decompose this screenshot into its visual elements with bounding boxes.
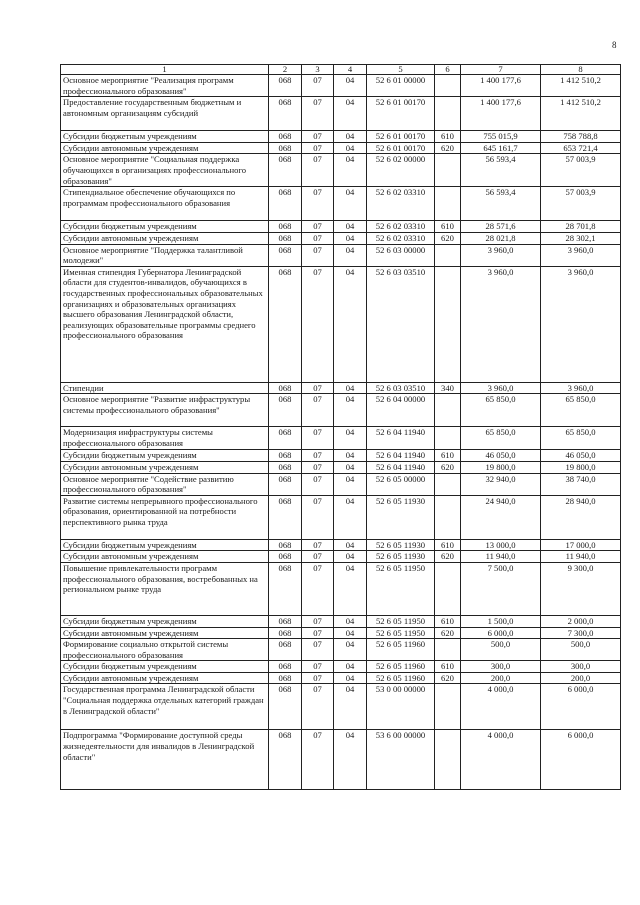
expense-type-code [435,495,461,539]
row-name: Субсидии автономным учреждениям [61,627,269,639]
ministry-code: 068 [269,450,302,462]
table-row [61,221,621,233]
amount-year-1: 11 940,0 [461,551,541,563]
subsection-code: 04 [334,684,367,730]
table-row [61,730,621,790]
section-code: 07 [302,473,334,495]
amount-year-2: 300,0 [541,661,621,673]
section-code: 07 [302,382,334,394]
row-name: Субсидии бюджетным учреждениям [61,539,269,551]
row-name: Основное мероприятие "Поддержка талантливой молодежи" [61,244,269,266]
amount-year-1: 56 593,4 [461,154,541,187]
section-code: 07 [302,142,334,154]
ministry-code: 068 [269,75,302,97]
row-name: Предоставление государственным бюджетным и автономным организациям субсидий [61,97,269,131]
table-row [61,244,621,266]
expense-type-code [435,427,461,450]
target-article-code: 52 6 04 11940 [367,461,435,473]
section-code: 07 [302,394,334,427]
section-code: 07 [302,244,334,266]
target-article-code: 52 6 04 00000 [367,394,435,427]
amount-year-2: 6 000,0 [541,730,621,790]
section-code: 07 [302,495,334,539]
budget-table [60,64,621,790]
row-name: Стипендии [61,382,269,394]
row-name: Субсидии бюджетным учреждениям [61,450,269,462]
expense-type-code: 610 [435,131,461,143]
subsection-code: 04 [334,627,367,639]
expense-type-code [435,97,461,131]
expense-type-code: 610 [435,539,461,551]
amount-year-1: 4 000,0 [461,684,541,730]
amount-year-1: 1 400 177,6 [461,97,541,131]
table-row [61,97,621,131]
subsection-code: 04 [334,266,367,382]
subsection-code: 04 [334,382,367,394]
subsection-code: 04 [334,495,367,539]
amount-year-2: 65 850,0 [541,427,621,450]
target-article-code: 53 6 00 00000 [367,730,435,790]
amount-year-1: 46 050,0 [461,450,541,462]
expense-type-code: 620 [435,551,461,563]
row-name: Формирование социально открытой системы профессионального образования [61,639,269,661]
subsection-code: 04 [334,154,367,187]
amount-year-2: 500,0 [541,639,621,661]
section-code: 07 [302,427,334,450]
column-header: 6 [435,65,461,75]
table-row [61,187,621,221]
target-article-code: 52 6 01 00170 [367,97,435,131]
subsection-code: 04 [334,131,367,143]
ministry-code: 068 [269,661,302,673]
target-article-code: 52 6 04 11940 [367,450,435,462]
expense-type-code: 340 [435,382,461,394]
section-code: 07 [302,75,334,97]
subsection-code: 04 [334,244,367,266]
target-article-code: 52 6 02 00000 [367,154,435,187]
amount-year-2: 1 412 510,2 [541,97,621,131]
amount-year-1: 13 000,0 [461,539,541,551]
expense-type-code [435,684,461,730]
section-code: 07 [302,154,334,187]
subsection-code: 04 [334,473,367,495]
amount-year-1: 65 850,0 [461,427,541,450]
table-row [61,473,621,495]
amount-year-2: 6 000,0 [541,684,621,730]
amount-year-1: 500,0 [461,639,541,661]
column-header: 5 [367,65,435,75]
expense-type-code: 610 [435,450,461,462]
ministry-code: 068 [269,382,302,394]
section-code: 07 [302,450,334,462]
section-code: 07 [302,639,334,661]
subsection-code: 04 [334,661,367,673]
target-article-code: 52 6 03 00000 [367,244,435,266]
amount-year-1: 7 500,0 [461,562,541,615]
amount-year-1: 65 850,0 [461,394,541,427]
section-code: 07 [302,551,334,563]
amount-year-1: 3 960,0 [461,382,541,394]
section-code: 07 [302,539,334,551]
section-code: 07 [302,562,334,615]
subsection-code: 04 [334,539,367,551]
section-code: 07 [302,730,334,790]
amount-year-1: 28 021,8 [461,232,541,244]
amount-year-1: 755 015,9 [461,131,541,143]
target-article-code: 52 6 05 00000 [367,473,435,495]
expense-type-code: 610 [435,661,461,673]
amount-year-1: 300,0 [461,661,541,673]
expense-type-code [435,394,461,427]
target-article-code: 52 6 02 03310 [367,232,435,244]
ministry-code: 068 [269,615,302,627]
expense-type-code: 620 [435,672,461,684]
section-code: 07 [302,232,334,244]
section-code: 07 [302,131,334,143]
ministry-code: 068 [269,539,302,551]
subsection-code: 04 [334,450,367,462]
expense-type-code [435,266,461,382]
table-row [61,661,621,673]
target-article-code: 52 6 05 11960 [367,639,435,661]
amount-year-1: 24 940,0 [461,495,541,539]
column-header: 8 [541,65,621,75]
subsection-code: 04 [334,394,367,427]
target-article-code: 52 6 02 03310 [367,221,435,233]
section-code: 07 [302,615,334,627]
target-article-code: 52 6 05 11950 [367,615,435,627]
row-name: Подпрограмма "Формирование доступной среды жизнедеятельности для инвалидов в Ленинградской области" [61,730,269,790]
amount-year-2: 46 050,0 [541,450,621,462]
subsection-code: 04 [334,232,367,244]
amount-year-2: 7 300,0 [541,627,621,639]
target-article-code: 52 6 01 00170 [367,131,435,143]
subsection-code: 04 [334,672,367,684]
row-name: Стипендиальное обеспечение обучающихся по программам профессионального образования [61,187,269,221]
page-number: 8 [612,40,617,50]
table-row [61,461,621,473]
amount-year-1: 200,0 [461,672,541,684]
target-article-code: 52 6 05 11930 [367,551,435,563]
target-article-code: 53 0 00 00000 [367,684,435,730]
ministry-code: 068 [269,154,302,187]
subsection-code: 04 [334,639,367,661]
ministry-code: 068 [269,266,302,382]
amount-year-1: 1 500,0 [461,615,541,627]
section-code: 07 [302,221,334,233]
row-name: Основное мероприятие "Социальная поддержка обучающихся в организациях профессионального образования" [61,154,269,187]
amount-year-1: 1 400 177,6 [461,75,541,97]
amount-year-1: 32 940,0 [461,473,541,495]
section-code: 07 [302,627,334,639]
row-name: Субсидии автономным учреждениям [61,672,269,684]
amount-year-1: 4 000,0 [461,730,541,790]
amount-year-1: 6 000,0 [461,627,541,639]
amount-year-2: 653 721,4 [541,142,621,154]
target-article-code: 52 6 04 11940 [367,427,435,450]
ministry-code: 068 [269,187,302,221]
amount-year-2: 200,0 [541,672,621,684]
amount-year-2: 758 788,8 [541,131,621,143]
table-row [61,232,621,244]
amount-year-2: 38 740,0 [541,473,621,495]
amount-year-1: 3 960,0 [461,244,541,266]
subsection-code: 04 [334,75,367,97]
ministry-code: 068 [269,551,302,563]
expense-type-code [435,639,461,661]
amount-year-2: 17 000,0 [541,539,621,551]
row-name: Государственная программа Ленинградской области "Социальная поддержка отдельных категорий граждан в Ленинградской области" [61,684,269,730]
amount-year-2: 57 003,9 [541,154,621,187]
table-row [61,627,621,639]
table-row [61,382,621,394]
amount-year-2: 1 412 510,2 [541,75,621,97]
row-name: Основное мероприятие "Развитие инфраструктуры системы профессионального образования" [61,394,269,427]
amount-year-1: 19 800,0 [461,461,541,473]
target-article-code: 52 6 05 11950 [367,562,435,615]
section-code: 07 [302,461,334,473]
table-row [61,562,621,615]
target-article-code: 52 6 05 11930 [367,539,435,551]
subsection-code: 04 [334,142,367,154]
target-article-code: 52 6 03 03510 [367,266,435,382]
ministry-code: 068 [269,473,302,495]
column-header: 4 [334,65,367,75]
subsection-code: 04 [334,562,367,615]
table-row [61,142,621,154]
row-name: Модернизация инфраструктуры системы профессионального образования [61,427,269,450]
table-row [61,684,621,730]
expense-type-code [435,75,461,97]
subsection-code: 04 [334,221,367,233]
subsection-code: 04 [334,615,367,627]
expense-type-code: 610 [435,221,461,233]
column-header: 3 [302,65,334,75]
expense-type-code: 620 [435,232,461,244]
ministry-code: 068 [269,232,302,244]
amount-year-2: 57 003,9 [541,187,621,221]
amount-year-2: 28 302,1 [541,232,621,244]
amount-year-2: 3 960,0 [541,244,621,266]
section-code: 07 [302,672,334,684]
table-row [61,427,621,450]
target-article-code: 52 6 02 03310 [367,187,435,221]
expense-type-code: 620 [435,142,461,154]
table-row [61,266,621,382]
amount-year-2: 28 701,8 [541,221,621,233]
expense-type-code [435,187,461,221]
section-code: 07 [302,684,334,730]
ministry-code: 068 [269,684,302,730]
table-row [61,639,621,661]
subsection-code: 04 [334,97,367,131]
amount-year-2: 65 850,0 [541,394,621,427]
ministry-code: 068 [269,131,302,143]
row-name: Субсидии автономным учреждениям [61,232,269,244]
column-header: 7 [461,65,541,75]
expense-type-code: 610 [435,615,461,627]
header-row [61,65,621,75]
amount-year-1: 56 593,4 [461,187,541,221]
table-row [61,450,621,462]
expense-type-code [435,244,461,266]
target-article-code: 52 6 03 03510 [367,382,435,394]
table-row [61,615,621,627]
section-code: 07 [302,661,334,673]
ministry-code: 068 [269,730,302,790]
table-row [61,539,621,551]
row-name: Субсидии бюджетным учреждениям [61,221,269,233]
expense-type-code: 620 [435,461,461,473]
amount-year-2: 19 800,0 [541,461,621,473]
amount-year-1: 28 571,6 [461,221,541,233]
ministry-code: 068 [269,672,302,684]
row-name: Основное мероприятие "Реализация программ профессионального образования" [61,75,269,97]
table-row [61,394,621,427]
row-name: Основное мероприятие "Содействие развитию профессионального образования" [61,473,269,495]
row-name: Именная стипендия Губернатора Ленинградской области для студентов-инвалидов, обучающихся в государственных профессиональных образовательных организациях и образовательных организациях высшего образования Ленинградской области, реализующих образовательные программы среднего профессионального образования [61,266,269,382]
amount-year-1: 3 960,0 [461,266,541,382]
amount-year-2: 3 960,0 [541,382,621,394]
section-code: 07 [302,97,334,131]
column-header: 2 [269,65,302,75]
table-row [61,75,621,97]
ministry-code: 068 [269,562,302,615]
ministry-code: 068 [269,244,302,266]
column-header: 1 [61,65,269,75]
expense-type-code [435,730,461,790]
ministry-code: 068 [269,221,302,233]
table-row [61,551,621,563]
target-article-code: 52 6 05 11960 [367,661,435,673]
amount-year-2: 28 940,0 [541,495,621,539]
expense-type-code: 620 [435,627,461,639]
row-name: Субсидии бюджетным учреждениям [61,131,269,143]
target-article-code: 52 6 01 00170 [367,142,435,154]
ministry-code: 068 [269,142,302,154]
row-name: Субсидии бюджетным учреждениям [61,661,269,673]
table-row [61,154,621,187]
row-name: Субсидии автономным учреждениям [61,461,269,473]
ministry-code: 068 [269,639,302,661]
target-article-code: 52 6 05 11960 [367,672,435,684]
row-name: Повышение привлекательности программ профессионального образования, востребованных на региональном рынке труда [61,562,269,615]
subsection-code: 04 [334,427,367,450]
amount-year-2: 3 960,0 [541,266,621,382]
row-name: Субсидии бюджетным учреждениям [61,615,269,627]
expense-type-code [435,562,461,615]
ministry-code: 068 [269,461,302,473]
amount-year-2: 11 940,0 [541,551,621,563]
amount-year-1: 645 161,7 [461,142,541,154]
target-article-code: 52 6 05 11930 [367,495,435,539]
table-row [61,495,621,539]
target-article-code: 52 6 05 11950 [367,627,435,639]
subsection-code: 04 [334,461,367,473]
ministry-code: 068 [269,97,302,131]
row-name: Развитие системы непрерывного профессионального образования, ориентированной на потребности перспективного рынка труда [61,495,269,539]
target-article-code: 52 6 01 00000 [367,75,435,97]
expense-type-code [435,154,461,187]
table-row [61,131,621,143]
table-row [61,672,621,684]
amount-year-2: 9 300,0 [541,562,621,615]
subsection-code: 04 [334,551,367,563]
row-name: Субсидии автономным учреждениям [61,551,269,563]
amount-year-2: 2 000,0 [541,615,621,627]
ministry-code: 068 [269,495,302,539]
subsection-code: 04 [334,730,367,790]
ministry-code: 068 [269,627,302,639]
ministry-code: 068 [269,427,302,450]
row-name: Субсидии автономным учреждениям [61,142,269,154]
ministry-code: 068 [269,394,302,427]
section-code: 07 [302,187,334,221]
expense-type-code [435,473,461,495]
subsection-code: 04 [334,187,367,221]
section-code: 07 [302,266,334,382]
